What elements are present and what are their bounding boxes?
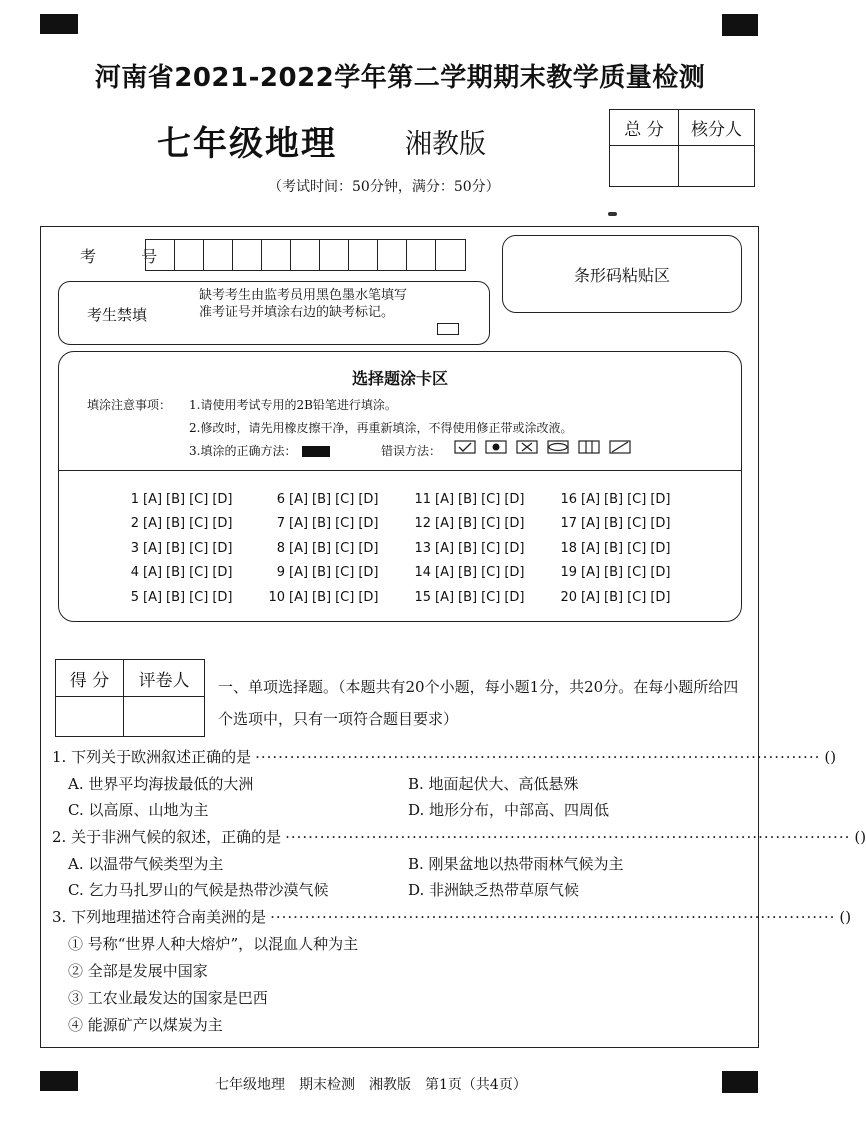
answer-bubble[interactable]: [C] (481, 516, 501, 532)
answer-bubble[interactable]: [A] (581, 492, 601, 507)
answer-bubble[interactable]: [D] (650, 565, 671, 581)
option-1a: A. 世界平均海拔最低的大洲 (68, 775, 254, 793)
checker-cell[interactable] (679, 146, 755, 187)
exam-number-digit-box[interactable] (204, 240, 233, 270)
paren-open: ( (854, 828, 861, 846)
answer-bubble[interactable]: [B] (458, 492, 478, 507)
question-stem: 1. 下列关于欧洲叙述正确的是 (52, 748, 252, 766)
question-stem: 3. 下列地理描述符合南美洲的是 (52, 908, 267, 926)
answer-item (119, 516, 265, 540)
answer-bubble[interactable]: [A] (289, 565, 309, 581)
question-number: 17 (560, 516, 577, 532)
barcode-label: 条形码粘贴区 (573, 265, 670, 285)
answer-bubble[interactable]: [D] (358, 516, 379, 532)
answer-bubble[interactable]: [A] (289, 492, 309, 507)
exam-number-digit-box[interactable] (349, 240, 378, 270)
answer-bubble[interactable]: [D] (504, 589, 525, 605)
exam-number-digit-box[interactable] (262, 240, 291, 270)
paren-close: ) (830, 748, 837, 766)
answer-item (557, 590, 703, 614)
answer-bubble[interactable]: [D] (212, 492, 233, 507)
question-number: 8 (276, 540, 285, 556)
notes-label: 填涂注意事项： (87, 398, 172, 412)
page-footer: 七年级地理 期末检测 湘教版 第1页（共4页） (215, 1077, 527, 1093)
answer-item (265, 492, 411, 516)
answer-bubble[interactable]: [B] (604, 540, 624, 556)
answer-bubble[interactable]: [B] (312, 516, 332, 532)
choice-section-title: 选择题涂卡区 (351, 369, 448, 388)
question-number: 14 (414, 565, 431, 581)
answer-bubble[interactable]: [C] (189, 540, 209, 556)
question-number: 1 (130, 492, 139, 507)
statement-3: ③ 工农业最发达的国家是巴西 (68, 989, 268, 1007)
score-header: 得 分 (56, 660, 124, 697)
question-number: 13 (414, 540, 431, 556)
answer-bubble[interactable]: [C] (627, 516, 647, 532)
answer-bubble[interactable]: [C] (481, 589, 501, 605)
registration-mark-bottom-left (40, 1071, 78, 1091)
exam-number-digit-box[interactable] (233, 240, 262, 270)
answer-bubble[interactable]: [C] (481, 492, 501, 507)
answer-bubble[interactable]: [B] (166, 516, 186, 532)
question-number: 19 (560, 565, 577, 581)
answer-bubble[interactable]: [A] (435, 589, 455, 605)
question-number: 7 (276, 516, 285, 532)
answer-bubble[interactable]: [C] (627, 565, 647, 581)
answer-item (411, 541, 557, 565)
question-number: 16 (560, 492, 577, 507)
answer-bubble[interactable]: [B] (458, 516, 478, 532)
score-table (609, 109, 755, 187)
question-number: 9 (276, 565, 285, 581)
answer-bubble[interactable]: [C] (627, 492, 647, 507)
answer-bubble[interactable]: [D] (504, 540, 525, 556)
answer-item (557, 541, 703, 565)
answer-bubble[interactable]: [A] (143, 565, 163, 581)
answer-item (265, 565, 411, 589)
answer-parentheses[interactable] (854, 828, 866, 846)
answer-bubble[interactable]: [D] (504, 492, 525, 507)
answer-bubble[interactable]: [B] (166, 540, 186, 556)
answer-bubble[interactable]: [C] (627, 540, 647, 556)
answer-bubble[interactable]: [D] (212, 565, 233, 581)
answer-bubble[interactable]: [C] (481, 540, 501, 556)
answer-bubble[interactable]: [A] (435, 540, 455, 556)
answer-bubble[interactable]: [A] (581, 565, 601, 581)
choice-fill-section (58, 351, 742, 622)
paren-open: ( (839, 908, 846, 926)
leader-dots: ·································································································· (255, 748, 821, 766)
absent-section (58, 281, 490, 345)
answer-bubble[interactable]: [A] (435, 565, 455, 581)
answer-bubble[interactable]: [A] (289, 516, 309, 532)
answer-bubble[interactable]: [C] (481, 565, 501, 581)
answer-bubble[interactable]: [A] (143, 540, 163, 556)
answer-row (119, 565, 739, 589)
answer-bubble[interactable]: [B] (166, 565, 186, 581)
answer-bubble[interactable]: [B] (604, 516, 624, 532)
subject-title: 七年级地理 (157, 124, 337, 164)
question-number: 11 (414, 492, 431, 507)
option-1b: B. 地面起伏大、高低悬殊 (408, 775, 579, 793)
score-cell[interactable] (56, 697, 124, 737)
exam-number-digit-box[interactable] (146, 240, 175, 270)
answer-row (119, 492, 739, 516)
registration-mark-bottom-right (722, 1071, 758, 1093)
question-number: 4 (130, 565, 139, 581)
answer-row (119, 541, 739, 565)
answer-bubble[interactable]: [D] (358, 540, 379, 556)
answer-item (265, 516, 411, 540)
question-number: 6 (276, 492, 285, 507)
answer-bubble[interactable]: [B] (604, 492, 624, 507)
answer-parentheses[interactable] (839, 908, 851, 926)
checker-header: 核分人 (679, 110, 755, 146)
registration-mark-top-left (40, 14, 78, 34)
answer-bubble-grid (119, 492, 739, 614)
answer-bubble[interactable]: [B] (312, 492, 332, 507)
exam-number-digit-box[interactable] (436, 240, 465, 270)
section-title: 一、单项选择题。（本题共有20个小题，每小题1分，共20分。在每小题所给四个选项中，只有一项符合题目要求） (218, 678, 739, 728)
question-number: 15 (414, 589, 431, 605)
note-2: 2.修改时，请先用橡皮擦干净，再重新填涂，不得使用修正带或涂改液。 (189, 421, 573, 435)
answer-bubble[interactable]: [C] (189, 565, 209, 581)
answer-bubble[interactable]: [D] (358, 492, 379, 507)
question-number: 12 (414, 516, 431, 532)
answer-bubble[interactable]: [D] (650, 516, 671, 532)
question-number: 10 (268, 589, 285, 605)
answer-bubble[interactable]: [D] (212, 540, 233, 556)
correct-fill-example (302, 446, 330, 457)
total-score-cell[interactable] (610, 146, 679, 187)
exam-number-digit-box[interactable] (378, 240, 407, 270)
answer-bubble[interactable]: [B] (458, 565, 478, 581)
answer-bubble[interactable]: [A] (581, 540, 601, 556)
absent-mark-box[interactable] (437, 323, 459, 335)
answer-item (265, 541, 411, 565)
answer-bubble[interactable]: [B] (312, 565, 332, 581)
option-2a: A. 以温带气候类型为主 (68, 855, 224, 873)
answer-bubble[interactable]: [A] (581, 516, 601, 532)
scan-speck (608, 212, 617, 216)
option-1d: D. 地形分布，中部高、四周低 (408, 801, 610, 819)
answer-item (119, 565, 265, 589)
answer-bubble[interactable]: [D] (650, 540, 671, 556)
answer-bubble[interactable]: [D] (358, 589, 379, 605)
note-3-text: 3.填涂的正确方法： (189, 444, 297, 458)
answer-bubble[interactable]: [D] (650, 492, 671, 507)
answer-bubble[interactable]: [C] (335, 540, 355, 556)
answer-item (411, 492, 557, 516)
leader-dots: ·································································································· (270, 908, 836, 926)
paren-close: ) (845, 908, 852, 926)
question-number: 18 (560, 540, 577, 556)
question-stem: 2. 关于非洲气候的叙述，正确的是 (52, 828, 282, 846)
answer-bubble[interactable]: [D] (504, 516, 525, 532)
statement-2: ② 全部是发展中国家 (68, 962, 208, 980)
answer-bubble[interactable]: [A] (143, 492, 163, 507)
paren-open: ( (824, 748, 831, 766)
exam-number-boxes[interactable] (145, 239, 466, 271)
question-number: 5 (130, 589, 139, 605)
answer-bubble[interactable]: [C] (335, 516, 355, 532)
answer-bubble[interactable]: [A] (435, 492, 455, 507)
option-1c: C. 以高原、山地为主 (68, 801, 209, 819)
absent-label: 考生禁填 (87, 306, 148, 324)
exam-number-digit-box[interactable] (175, 240, 204, 270)
edition-label: 湘教版 (405, 129, 486, 160)
answer-bubble[interactable]: [C] (627, 589, 647, 605)
answer-bubble[interactable]: [A] (143, 516, 163, 532)
answer-item (557, 565, 703, 589)
answer-bubble[interactable]: [D] (212, 516, 233, 532)
answer-item (557, 516, 703, 540)
grader-cell[interactable] (124, 697, 205, 737)
answer-row (119, 590, 739, 614)
option-2d: D. 非洲缺乏热带草原气候 (408, 881, 580, 899)
option-2c: C. 乞力马扎罗山的气候是热带沙漠气候 (68, 881, 329, 899)
note-3 (189, 442, 330, 459)
answer-bubble[interactable]: [A] (289, 589, 309, 605)
choice-divider (59, 470, 741, 471)
answer-row (119, 516, 739, 540)
wrong-method-label: 错误方法： (381, 444, 442, 458)
total-score-header: 总 分 (610, 110, 679, 146)
grader-header: 评卷人 (124, 660, 205, 697)
answer-item (119, 492, 265, 516)
answer-bubble[interactable]: [C] (335, 565, 355, 581)
exam-number-digit-box[interactable] (291, 240, 320, 270)
exam-info: （考试时间：50分钟，满分：50分） (268, 179, 500, 195)
answer-bubble[interactable]: [D] (650, 589, 671, 605)
answer-bubble[interactable]: [B] (458, 540, 478, 556)
dot-mark-wrong-icon (485, 440, 507, 454)
registration-mark-top-right (722, 14, 758, 36)
partial-mark-wrong-icon (578, 440, 600, 454)
statement-4: ④ 能源矿产以煤炭为主 (68, 1016, 223, 1034)
answer-bubble[interactable]: [C] (189, 492, 209, 507)
answer-bubble[interactable]: [C] (335, 589, 355, 605)
answer-bubble[interactable]: [A] (289, 540, 309, 556)
question-3 (52, 906, 852, 927)
answer-bubble[interactable]: [C] (189, 589, 209, 605)
answer-bubble[interactable]: [A] (143, 589, 163, 605)
answer-bubble[interactable]: [B] (604, 565, 624, 581)
option-2b: B. 刚果盆地以热带雨林气候为主 (408, 855, 624, 873)
answer-bubble[interactable]: [B] (604, 589, 624, 605)
answer-bubble[interactable]: [B] (458, 589, 478, 605)
answer-item (411, 565, 557, 589)
cross-mark-wrong-icon (516, 440, 538, 454)
answer-bubble[interactable]: [C] (189, 516, 209, 532)
question-number: 2 (130, 516, 139, 532)
question-number: 3 (130, 540, 139, 556)
exam-number-label: 考 号 (80, 247, 178, 266)
question-1 (52, 746, 837, 767)
note-1: 1.请使用考试专用的2B铅笔进行填涂。 (189, 398, 397, 412)
question-number: 20 (560, 589, 577, 605)
answer-item (557, 492, 703, 516)
check-mark-wrong-icon (454, 440, 476, 454)
answer-bubble[interactable]: [B] (166, 492, 186, 507)
exam-title: 河南省2021-2022学年第二学期期末教学质量检测 (94, 63, 706, 93)
answer-parentheses[interactable] (824, 748, 836, 766)
wrong-method-examples (454, 440, 631, 454)
exam-number-digit-box[interactable] (320, 240, 349, 270)
answer-bubble[interactable]: [D] (504, 565, 525, 581)
answer-bubble[interactable]: [B] (166, 589, 186, 605)
section-score-table (55, 659, 205, 737)
ellipse-mark-wrong-icon (547, 440, 569, 454)
barcode-area (502, 235, 742, 313)
answer-item (411, 590, 557, 614)
answer-item (119, 541, 265, 565)
answer-bubble[interactable]: [B] (312, 589, 332, 605)
absent-instruction: 缺考考生由监考员用黑色墨水笔填写准考证号并填涂右边的缺考标记。 (199, 288, 408, 320)
paren-close: ) (860, 828, 866, 846)
answer-bubble[interactable]: [C] (335, 492, 355, 507)
answer-bubble[interactable]: [D] (358, 565, 379, 581)
slash-mark-wrong-icon (609, 440, 631, 454)
answer-bubble[interactable]: [A] (581, 589, 601, 605)
answer-item (119, 590, 265, 614)
statement-1: ① 号称“世界人种大熔炉”，以混血人种为主 (68, 935, 359, 953)
answer-bubble[interactable]: [A] (435, 516, 455, 532)
leader-dots: ·································································································· (285, 828, 851, 846)
answer-item (265, 590, 411, 614)
answer-bubble[interactable]: [B] (312, 540, 332, 556)
answer-bubble[interactable]: [D] (212, 589, 233, 605)
answer-item (411, 516, 557, 540)
exam-number-digit-box[interactable] (407, 240, 436, 270)
question-2 (52, 826, 866, 847)
